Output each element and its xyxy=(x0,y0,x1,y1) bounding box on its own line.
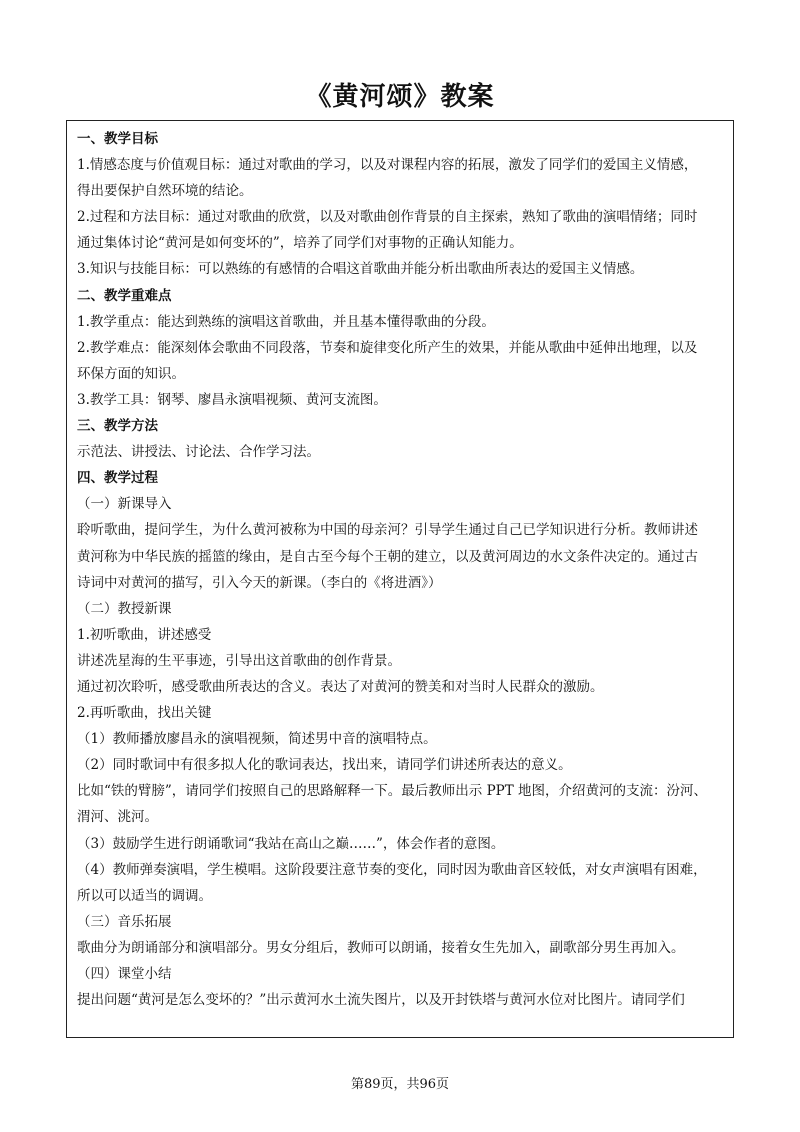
subsection-heading: （一）新课导入 xyxy=(77,496,172,513)
body-text-line: 1.初听歌曲，讲述感受 xyxy=(77,626,212,643)
body-text-line: 聆听歌曲，提问学生，为什么黄河被称为中国的母亲河？引导学生通过自己已学知识进行分析。教师讲述 xyxy=(77,522,698,539)
section-heading: 一、教学目标 xyxy=(77,131,158,147)
body-text-line: 2.过程和方法目标：通过对歌曲的欣赏，以及对歌曲创作背景的自主探索，熟知了歌曲的演唱情绪；同时 xyxy=(77,209,698,226)
body-text-line: 渭河、洮河。 xyxy=(77,809,158,826)
body-text-line: 1.教学重点：能达到熟练的演唱这首歌曲，并且基本懂得歌曲的分段。 xyxy=(77,313,495,330)
body-text-line: 2.教学难点：能深刻体会歌曲不同段落，节奏和旋律变化所产生的效果，并能从歌曲中延伸出地理，以及 xyxy=(77,339,698,356)
body-text-line: 1.情感态度与价值观目标：通过对歌曲的学习，以及对课程内容的拓展，激发了同学们的爱国主义情感， xyxy=(77,157,698,174)
body-text-line: 黄河称为中华民族的摇篮的缘由，是自古至今每个王朝的建立，以及黄河周边的水文条件决定的。通过古 xyxy=(77,548,698,565)
section-heading: 二、教学重难点 xyxy=(77,287,172,304)
body-text-line: （1）教师播放廖昌永的演唱视频，简述男中音的演唱特点。 xyxy=(77,731,437,748)
body-text-line: 3.教学工具：钢琴、廖昌永演唱视频、黄河支流图。 xyxy=(77,391,387,408)
body-text-line: 提出问题“黄河是怎么变坏的？”出示黄河水土流失图片，以及开封铁塔与黄河水位对比图片。请同学们 xyxy=(77,992,685,1009)
body-text-line: 3.知识与技能目标：可以熟练的有感情的合唱这首歌曲并能分析出歌曲所表达的爱国主义情感。 xyxy=(77,261,644,278)
body-text-line: 通过集体讨论“黄河是如何变坏的”，培养了同学们对事物的正确认知能力。 xyxy=(77,235,523,252)
document-title: 《黄河颂》教案 xyxy=(305,82,495,112)
subsection-heading: （四）课堂小结 xyxy=(77,966,172,982)
subsection-heading: （三）音乐拓展 xyxy=(77,913,172,930)
body-text-line: （4）教师弹奏演唱，学生模唱。这阶段要注意节奏的变化，同时因为歌曲音区较低，对女声演唱有困难， xyxy=(77,861,707,878)
section-heading: 三、教学方法 xyxy=(77,418,158,435)
body-text-line: 歌曲分为朗诵部分和演唱部分。男女分组后，教师可以朗诵，接着女生先加入，副歌部分男生再加入。 xyxy=(77,939,685,956)
body-text-line: 环保方面的知识。 xyxy=(77,365,185,382)
lesson-plan-table xyxy=(66,120,734,1038)
body-text-line: 诗词中对黄河的描写，引入今天的新课。（李白的《将进酒》） xyxy=(77,574,442,591)
body-text-line: 示范法、讲授法、讨论法、合作学习法。 xyxy=(77,444,320,461)
body-text-line: 所以可以适当的调调。 xyxy=(77,887,212,904)
body-text-line: 2.再听歌曲，找出关键 xyxy=(77,705,212,722)
body-text-line: （2）同时歌词中有很多拟人化的歌词表达，找出来，请同学们讲述所表达的意义。 xyxy=(77,757,572,774)
subsection-heading: （二）教授新课 xyxy=(77,600,172,617)
body-text-line: （3）鼓励学生进行朗诵歌词“我站在高山之巅……”，体会作者的意图。 xyxy=(77,835,505,852)
section-heading: 四、教学过程 xyxy=(77,470,158,487)
body-text-line: 比如“铁的臂膀”，请同学们按照自己的思路解释一下。最后教师出示 PPT 地图，介绍黄河的支流：汾河、 xyxy=(77,783,708,800)
body-text-line: 得出要保护自然环境的结论。 xyxy=(77,183,253,200)
page-number: 第89页，共96页 xyxy=(350,1077,450,1092)
body-text-line: 通过初次聆听，感受歌曲所表达的含义。表达了对黄河的赞美和对当时人民群众的激励。 xyxy=(77,678,604,695)
body-text-line: 讲述冼星海的生平事迹，引导出这首歌曲的创作背景。 xyxy=(77,652,401,669)
